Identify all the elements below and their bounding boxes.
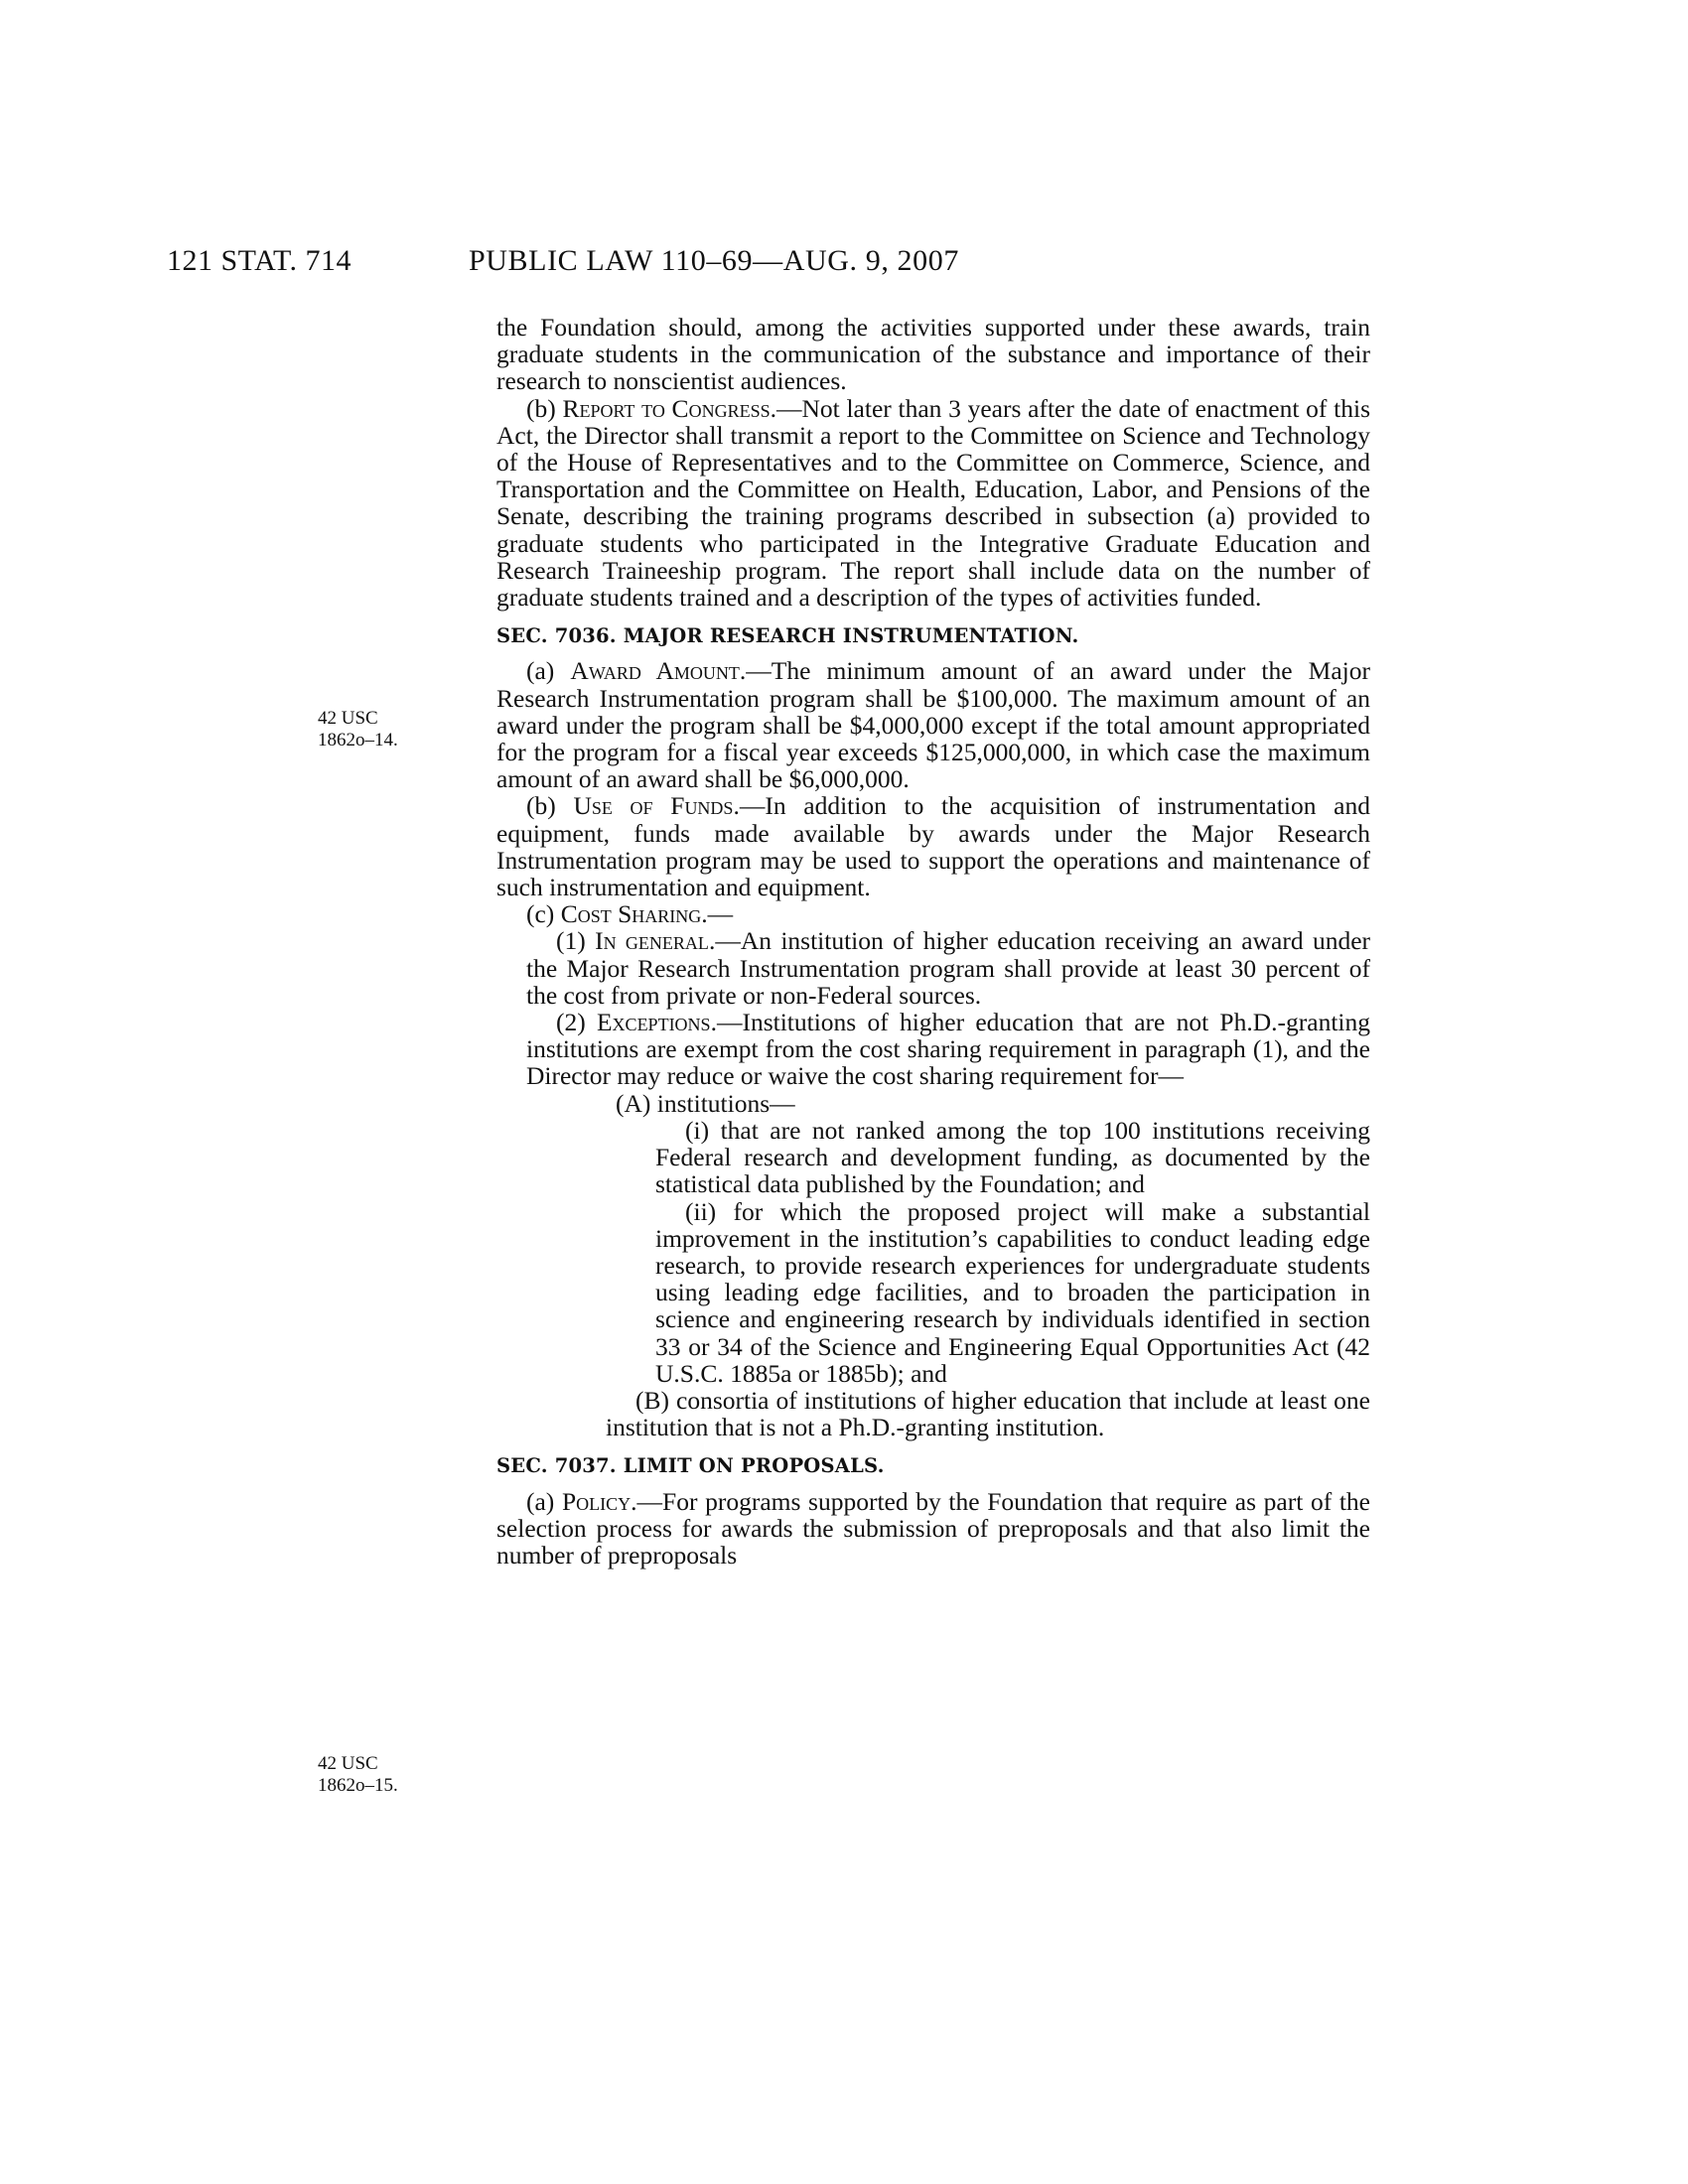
margin-note-usc-1 [318,708,398,751]
paragraph-use-of-funds [496,792,1370,900]
paragraph-report-to-congress [496,395,1370,612]
paragraph-label: (b) [526,791,574,821]
paragraph-in-general [496,927,1370,1009]
margin-note-line: 42 USC [318,1753,378,1774]
paragraph-cost-sharing [496,900,1370,927]
paragraph-intro: the Foundation should, among the activities supported under these awards, train graduate students in the communication of the substance and importance of their research to nonscientist audiences. [496,313,1370,396]
paragraph-label: (2) [556,1008,597,1037]
paragraph-label: (a) [526,1486,562,1516]
paragraph-policy [496,1488,1370,1570]
paragraph-subparagraph-a: (A) institutions— [616,1088,795,1118]
paragraph-heading: In general [595,926,709,956]
paragraph-exceptions [496,1009,1370,1090]
paragraph-text: .—An institution of higher education receiving an award under the Major Research Instrumentation program shall provide at least 30 percent of the cost from private or non-Federal sources. [526,926,1371,1010]
public-law-title: PUBLIC LAW 110–69—AUG. 9, 2007 [469,244,959,277]
paragraph-text: .—For programs supported by the Foundation that require as part of the selection process for awards the submission of preproposals and that also limit the number of preproposals [496,1486,1370,1570]
document-body [496,314,1370,1569]
paragraph-label: (1) [556,926,596,956]
paragraph-heading: Report to Congress [562,393,771,423]
page-header [167,244,1199,288]
paragraph-heading: Policy [561,1486,632,1516]
paragraph-clause-ii: (ii) for which the proposed project will make a substantial improvement in the institution’s capabilities to conduct leading edge research, to provide research experiences for undergraduate students using leading edge facilities, and to broaden the participation in science and engineering research by individuals identified in section 33 or 34 of the Science and Engineering Equal Opportunities Act (42 U.S.C. 1885a or 1885b); and [655,1196,1370,1388]
paragraph-label: (c) [526,899,561,929]
statute-page-reference: 121 STAT. 714 [167,244,352,277]
paragraph-subparagraph-b: (B) consortia of institutions of higher education that include at least one institution that is not a Ph.D.-granting institution. [606,1385,1370,1442]
paragraph-heading: Use of Funds [573,791,734,821]
section-heading-7036: SEC. 7036. MAJOR RESEARCH INSTRUMENTATION. [496,624,1079,648]
margin-note-line: 1862o–15. [318,1775,398,1796]
margin-note-usc-2 [318,1753,398,1797]
paragraph-heading: Cost Sharing [560,899,702,929]
paragraph-text: .—Not later than 3 years after the date of enactment of this Act, the Director shall transmit a report to the Committee on Science and Technology of the House of Representatives and to the Committee on Commerce, Science, and Transportation and the Committee on Health, Education, Labor, and Pensions of the Senate, describing the training programs described in subsection (a) provided to graduate students who participated in the Integrative Graduate Education and Research Traineeship program. The report shall include data on the number of graduate students trained and a description of the types of activities funded. [496,393,1371,613]
margin-note-line: 42 USC [318,708,378,729]
paragraph-text: .— [701,899,734,929]
paragraph-award-amount [496,657,1370,792]
paragraph-text: .—In addition to the acquisition of instrumentation and equipment, funds made available by awards under the Major Research Instrumentation program may be used to support the operations and maintenance of such instrumentation and equipment. [496,791,1371,902]
paragraph-heading: Exceptions [596,1008,711,1037]
paragraph-label: (b) [526,393,563,423]
paragraph-heading: Award Amount [570,656,740,686]
paragraph-clause-i: (i) that are not ranked among the top 100 institutions receiving Federal research and development funding, as documented by the statistical data published by the Foundation; and [655,1115,1370,1199]
section-heading-7037: SEC. 7037. LIMIT ON PROPOSALS. [496,1454,885,1478]
margin-note-line: 1862o–14. [318,730,398,751]
paragraph-label: (a) [526,656,571,686]
paragraph-text: .—The minimum amount of an award under the Major Research Instrumentation program shall be $100,000. The maximum amount of an award under the program shall be $4,000,000 except if the total amount appropriated for the program for a fiscal year exceeds $125,000,000, in which case the maximum amount of an award shall be $6,000,000. [496,656,1370,794]
paragraph-text: .—Institutions of higher education that are not Ph.D.-granting institutions are exempt from the cost sharing requirement in paragraph (1), and the Director may reduce or waive the cost sharing requirement for— [526,1008,1370,1091]
